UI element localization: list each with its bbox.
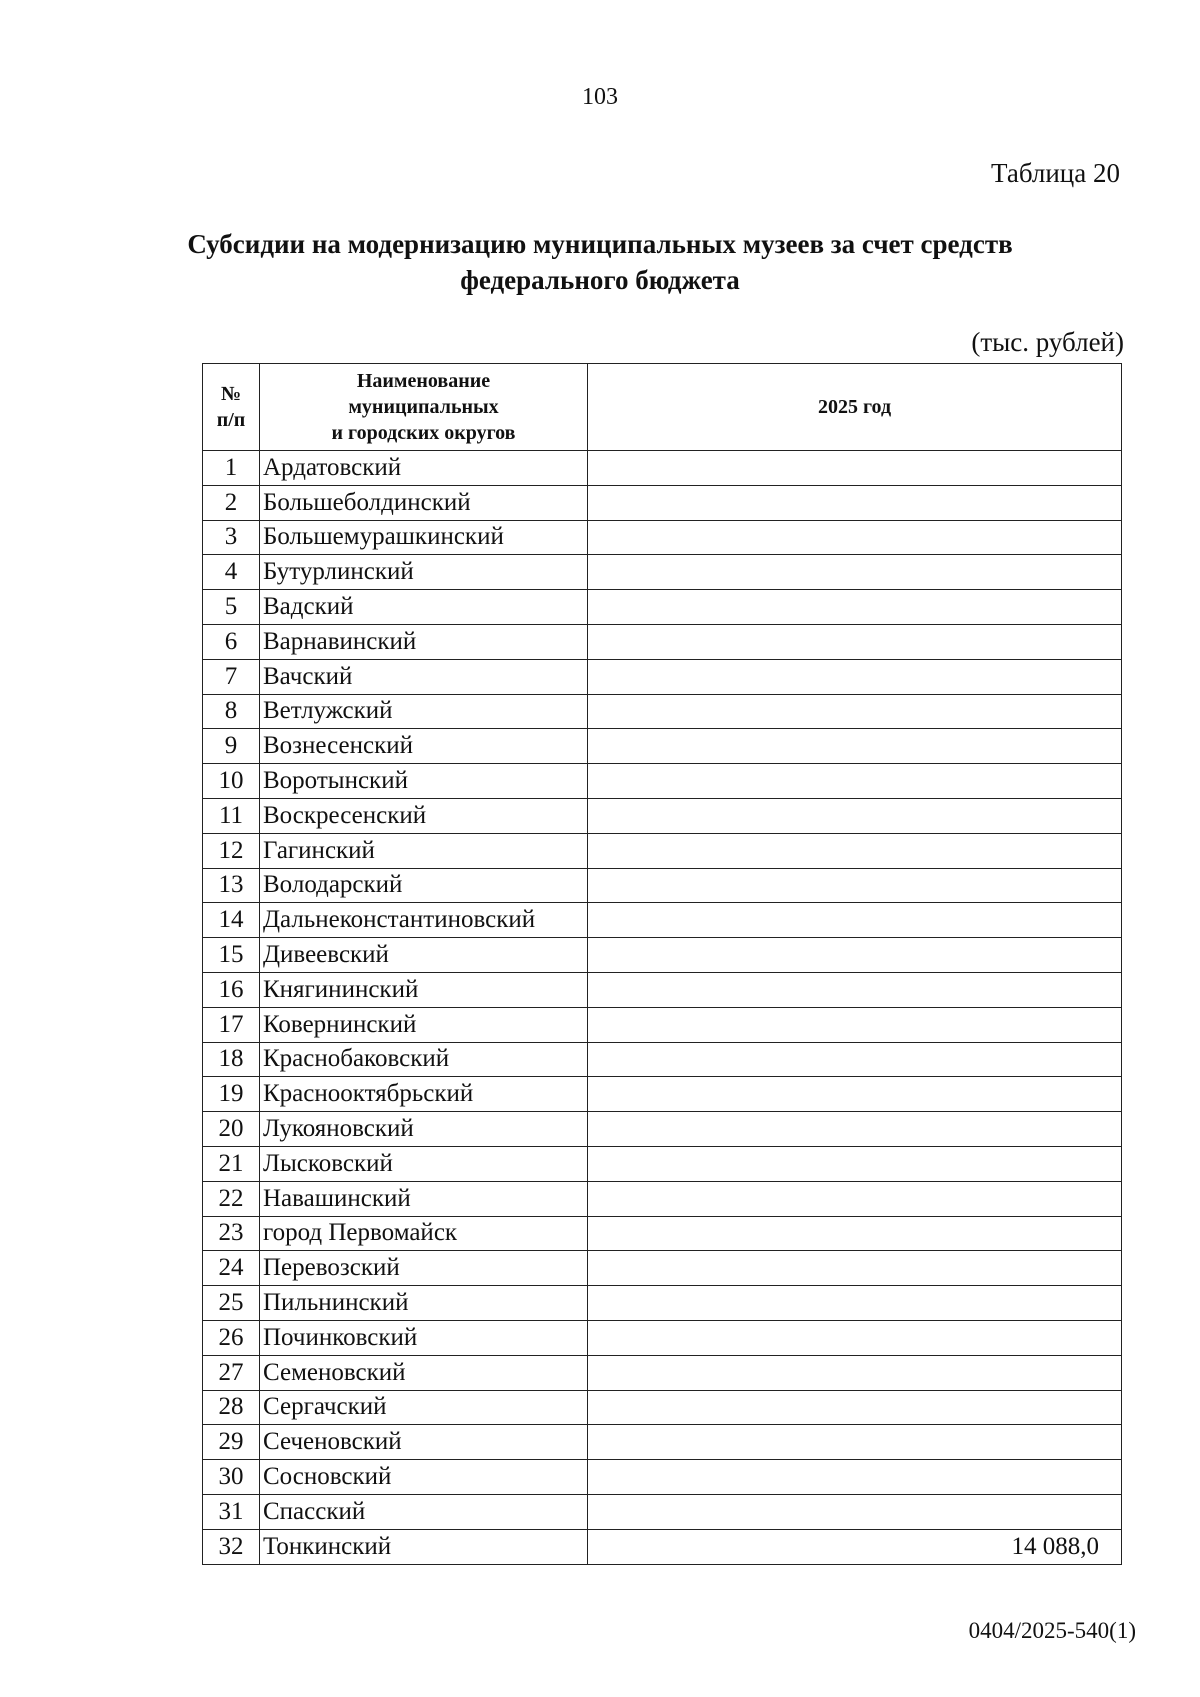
row-value — [588, 1320, 1122, 1355]
title-line-1: Субсидии на модернизацию муниципальных музеев за счет средств — [187, 229, 1013, 259]
row-value — [588, 833, 1122, 868]
row-value — [588, 485, 1122, 520]
table-body — [203, 451, 1122, 1565]
table-row — [203, 1286, 1122, 1321]
row-value — [588, 764, 1122, 799]
row-number: 30 — [203, 1460, 260, 1495]
row-number: 18 — [203, 1042, 260, 1077]
row-name: Володарский — [260, 868, 588, 903]
row-name: Дальнеконстантиновский — [260, 903, 588, 938]
row-value — [588, 451, 1122, 486]
row-number: 29 — [203, 1425, 260, 1460]
row-number: 1 — [203, 451, 260, 486]
row-name: Семеновский — [260, 1355, 588, 1390]
header-name-line-2: муниципальных — [348, 396, 499, 418]
table-header-row — [203, 364, 1122, 451]
row-value — [588, 729, 1122, 764]
row-number: 14 — [203, 903, 260, 938]
table-row — [203, 1077, 1122, 1112]
table-row — [203, 1146, 1122, 1181]
row-value — [588, 798, 1122, 833]
table-row — [203, 1007, 1122, 1042]
table-row — [203, 1425, 1122, 1460]
table-row — [203, 1112, 1122, 1147]
row-number: 12 — [203, 833, 260, 868]
table-label: Таблица 20 — [991, 158, 1120, 188]
table-row — [203, 1390, 1122, 1425]
row-value — [588, 1460, 1122, 1495]
row-name: Вознесенский — [260, 729, 588, 764]
table-row — [203, 1529, 1122, 1564]
row-number: 28 — [203, 1390, 260, 1425]
header-num — [203, 364, 260, 451]
row-name: Навашинский — [260, 1181, 588, 1216]
row-value — [588, 938, 1122, 973]
header-name-line-3: и городских округов — [331, 422, 516, 444]
row-number: 24 — [203, 1251, 260, 1286]
row-value — [588, 1251, 1122, 1286]
header-num-line-1: № — [220, 383, 242, 405]
row-name: Ковернинский — [260, 1007, 588, 1042]
row-name: Краснобаковский — [260, 1042, 588, 1077]
header-name-line-1: Наименование — [356, 370, 491, 392]
table-row — [203, 1042, 1122, 1077]
table-row — [203, 1216, 1122, 1251]
units-label: (тыс. рублей) — [971, 327, 1124, 357]
row-number: 8 — [203, 694, 260, 729]
row-name: Сосновский — [260, 1460, 588, 1495]
row-name: Большеболдинский — [260, 485, 588, 520]
table-row — [203, 798, 1122, 833]
row-name: Лукояновский — [260, 1112, 588, 1147]
table-row — [203, 903, 1122, 938]
row-value — [588, 694, 1122, 729]
row-number: 6 — [203, 624, 260, 659]
row-name: Ветлужский — [260, 694, 588, 729]
table-row — [203, 1494, 1122, 1529]
header-year: 2025 год — [588, 364, 1122, 451]
row-number: 10 — [203, 764, 260, 799]
title-line-2: федерального бюджета — [460, 265, 740, 295]
row-value — [588, 972, 1122, 1007]
table-row — [203, 659, 1122, 694]
row-name: Воротынский — [260, 764, 588, 799]
row-number: 16 — [203, 972, 260, 1007]
table-row — [203, 590, 1122, 625]
row-number: 32 — [203, 1529, 260, 1564]
row-number: 19 — [203, 1077, 260, 1112]
table-row — [203, 764, 1122, 799]
row-name: Большемурашкинский — [260, 520, 588, 555]
header-num-line-2: п/п — [216, 409, 246, 431]
row-name: Тонкинский — [260, 1529, 588, 1564]
row-name: Вачский — [260, 659, 588, 694]
table-row — [203, 1320, 1122, 1355]
row-value — [588, 1077, 1122, 1112]
page-title — [0, 226, 1200, 298]
row-number: 15 — [203, 938, 260, 973]
row-name: Лысковский — [260, 1146, 588, 1181]
row-value — [588, 1042, 1122, 1077]
row-number: 26 — [203, 1320, 260, 1355]
row-number: 25 — [203, 1286, 260, 1321]
row-value — [588, 555, 1122, 590]
page-number: 103 — [582, 84, 618, 110]
row-value — [588, 1216, 1122, 1251]
table-row — [203, 1181, 1122, 1216]
row-value — [588, 1181, 1122, 1216]
document-code: 0404/2025-540(1) — [968, 1618, 1136, 1643]
row-value — [588, 1007, 1122, 1042]
header-name — [260, 364, 588, 451]
row-number: 23 — [203, 1216, 260, 1251]
row-value — [588, 659, 1122, 694]
row-number: 17 — [203, 1007, 260, 1042]
row-number: 27 — [203, 1355, 260, 1390]
row-name: Дивеевский — [260, 938, 588, 973]
row-number: 9 — [203, 729, 260, 764]
row-value — [588, 868, 1122, 903]
row-number: 21 — [203, 1146, 260, 1181]
row-name: Спасский — [260, 1494, 588, 1529]
table-row — [203, 868, 1122, 903]
row-number: 11 — [203, 798, 260, 833]
row-number: 7 — [203, 659, 260, 694]
table-row — [203, 1460, 1122, 1495]
row-name: Перевозский — [260, 1251, 588, 1286]
row-number: 20 — [203, 1112, 260, 1147]
row-value — [588, 1286, 1122, 1321]
row-value — [588, 590, 1122, 625]
row-number: 5 — [203, 590, 260, 625]
subsidy-table — [202, 363, 1122, 1565]
row-name: Бутурлинский — [260, 555, 588, 590]
row-value: 14 088,0 — [588, 1529, 1122, 1564]
table-row — [203, 833, 1122, 868]
row-name: Пильнинский — [260, 1286, 588, 1321]
row-value — [588, 1146, 1122, 1181]
row-name: Вадский — [260, 590, 588, 625]
table-row — [203, 451, 1122, 486]
table-row — [203, 938, 1122, 973]
row-number: 4 — [203, 555, 260, 590]
row-value — [588, 1425, 1122, 1460]
row-value — [588, 903, 1122, 938]
row-number: 2 — [203, 485, 260, 520]
row-value — [588, 624, 1122, 659]
row-number: 3 — [203, 520, 260, 555]
table-row — [203, 555, 1122, 590]
row-name: Ардатовский — [260, 451, 588, 486]
row-number: 13 — [203, 868, 260, 903]
table-row — [203, 1251, 1122, 1286]
row-name: Краснооктябрьский — [260, 1077, 588, 1112]
row-value — [588, 1494, 1122, 1529]
row-value — [588, 520, 1122, 555]
table-row — [203, 694, 1122, 729]
row-value — [588, 1355, 1122, 1390]
row-number: 22 — [203, 1181, 260, 1216]
row-name: Княгининский — [260, 972, 588, 1007]
table-row — [203, 624, 1122, 659]
table-row — [203, 1355, 1122, 1390]
row-name: Варнавинский — [260, 624, 588, 659]
table-row — [203, 972, 1122, 1007]
row-name: Гагинский — [260, 833, 588, 868]
row-value — [588, 1112, 1122, 1147]
row-name: Сеченовский — [260, 1425, 588, 1460]
row-name: Воскресенский — [260, 798, 588, 833]
table-row — [203, 520, 1122, 555]
row-name: Сергачский — [260, 1390, 588, 1425]
table-row — [203, 729, 1122, 764]
row-number: 31 — [203, 1494, 260, 1529]
row-value — [588, 1390, 1122, 1425]
row-name: Починковский — [260, 1320, 588, 1355]
row-name: город Первомайск — [260, 1216, 588, 1251]
table-row — [203, 485, 1122, 520]
